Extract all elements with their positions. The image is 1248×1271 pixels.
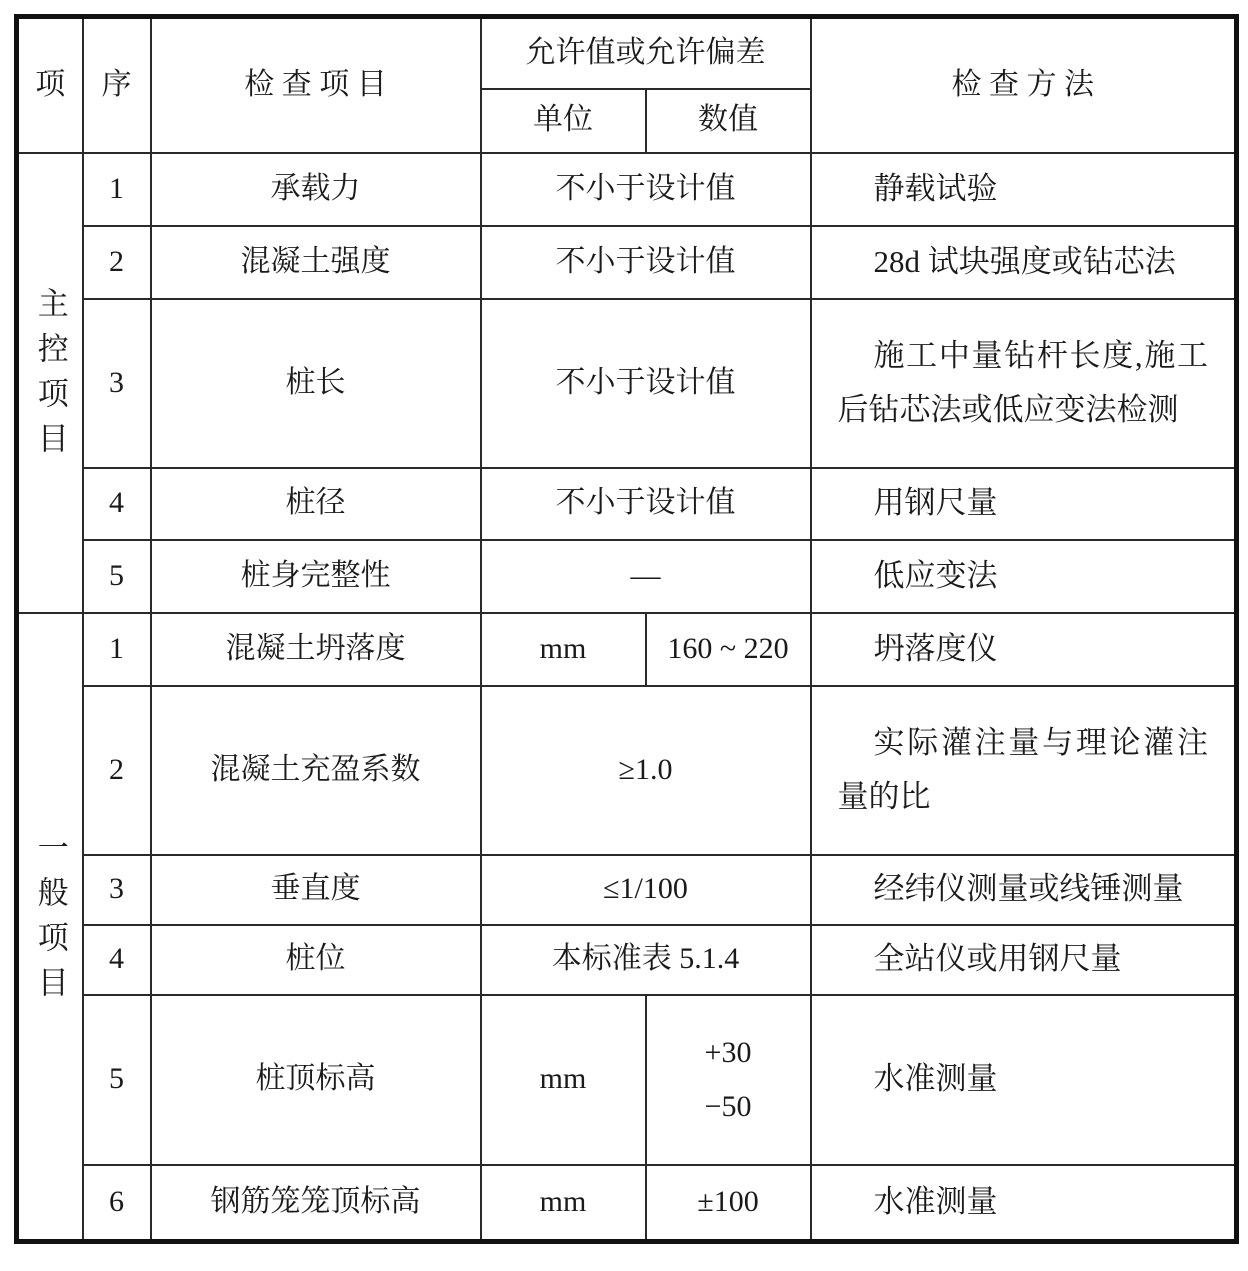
table-header-row [17, 17, 1237, 89]
method-cell: 施工中量钻杆长度,施工后钻芯法或低应变法检测 [811, 299, 1237, 468]
table-row [17, 226, 1237, 299]
method-cell: 28d 试块强度或钻芯法 [811, 226, 1237, 299]
header-item-col: 项 [17, 17, 83, 153]
table-row [17, 299, 1237, 468]
table-row [17, 153, 1237, 226]
table-row [17, 925, 1237, 995]
seq-cell: 5 [83, 540, 151, 613]
method-cell: 低应变法 [811, 540, 1237, 613]
method-cell: 全站仪或用钢尺量 [811, 925, 1237, 995]
item-cell: 桩位 [151, 925, 481, 995]
allowed-cell: 不小于设计值 [481, 226, 811, 299]
inspection-table [14, 14, 1239, 1244]
allowed-cell: 不小于设计值 [481, 468, 811, 540]
seq-cell: 5 [83, 995, 151, 1165]
item-cell: 桩顶标高 [151, 995, 481, 1165]
section-label-general [17, 613, 83, 1242]
seq-cell: 3 [83, 855, 151, 925]
method-cell: 经纬仪测量或线锤测量 [811, 855, 1237, 925]
seq-cell: 4 [83, 468, 151, 540]
table-row [17, 995, 1237, 1165]
header-method-col: 检 查 方 法 [811, 17, 1237, 153]
table-row [17, 855, 1237, 925]
table-row [17, 540, 1237, 613]
value-cell: ±100 [646, 1165, 811, 1242]
method-cell: 水准测量 [811, 995, 1237, 1165]
header-value-col: 数值 [646, 89, 811, 153]
unit-cell: mm [481, 995, 646, 1165]
method-cell: 实际灌注量与理论灌注量的比 [811, 686, 1237, 855]
allowed-cell: 不小于设计值 [481, 299, 811, 468]
allowed-cell: ≥1.0 [481, 686, 811, 855]
section-label-text: 主控项目 [32, 286, 68, 467]
method-cell: 静载试验 [811, 153, 1237, 226]
allowed-cell: ≤1/100 [481, 855, 811, 925]
item-cell: 钢筋笼笼顶标高 [151, 1165, 481, 1242]
item-cell: 混凝土强度 [151, 226, 481, 299]
table-row [17, 468, 1237, 540]
seq-cell: 4 [83, 925, 151, 995]
seq-cell: 3 [83, 299, 151, 468]
seq-cell: 2 [83, 226, 151, 299]
value-line: +30 [704, 1035, 752, 1069]
header-allowed-col: 允许值或允许偏差 [481, 17, 811, 89]
table-row [17, 686, 1237, 855]
section-label-main-control [17, 153, 83, 613]
method-cell: 用钢尺量 [811, 468, 1237, 540]
header-check-item-col: 检 查 项 目 [151, 17, 481, 153]
seq-cell: 1 [83, 613, 151, 686]
seq-cell: 2 [83, 686, 151, 855]
method-cell: 坍落度仪 [811, 613, 1237, 686]
allowed-cell: 本标准表 5.1.4 [481, 925, 811, 995]
item-cell: 垂直度 [151, 855, 481, 925]
table-row [17, 1165, 1237, 1242]
unit-cell: mm [481, 613, 646, 686]
item-cell: 混凝土充盈系数 [151, 686, 481, 855]
table-row [17, 613, 1237, 686]
value-cell: 160 ~ 220 [646, 613, 811, 686]
header-seq-col: 序 [83, 17, 151, 153]
item-cell: 桩径 [151, 468, 481, 540]
seq-cell: 1 [83, 153, 151, 226]
value-cell [646, 995, 811, 1165]
seq-cell: 6 [83, 1165, 151, 1242]
allowed-cell: 不小于设计值 [481, 153, 811, 226]
item-cell: 承载力 [151, 153, 481, 226]
section-label-text: 一般项目 [32, 830, 68, 1011]
header-unit-col: 单位 [481, 89, 646, 153]
value-line: −50 [704, 1089, 752, 1123]
method-cell: 水准测量 [811, 1165, 1237, 1242]
allowed-cell: — [481, 540, 811, 613]
item-cell: 桩身完整性 [151, 540, 481, 613]
unit-cell: mm [481, 1165, 646, 1242]
item-cell: 混凝土坍落度 [151, 613, 481, 686]
item-cell: 桩长 [151, 299, 481, 468]
